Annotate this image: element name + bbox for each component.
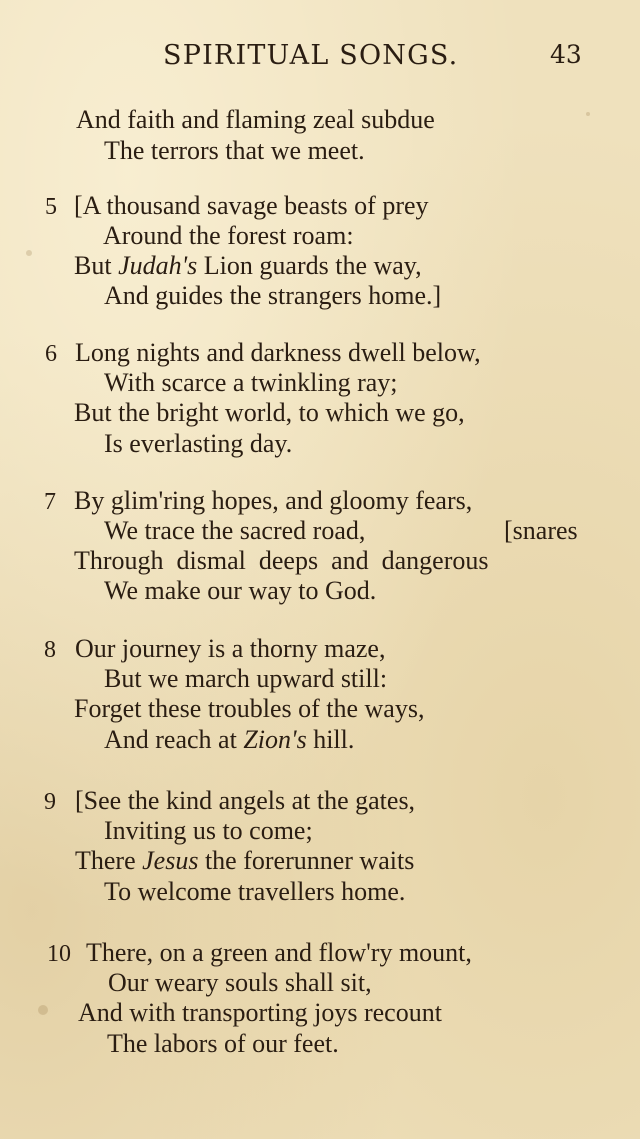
verse-line: There, on a green and flow'ry mount, <box>86 938 472 967</box>
verse-line <box>104 725 354 755</box>
verse-line: And guides the strangers home.] <box>104 281 442 310</box>
verse-line: With scarce a twinkling ray; <box>104 368 398 397</box>
verse-line: Forget these troubles of the ways, <box>74 694 425 723</box>
italic-name: Zion's <box>243 725 307 754</box>
verse-line: We make our way to God. <box>104 576 377 605</box>
verse-text: And reach at <box>104 725 244 754</box>
stanza-number: 8 <box>44 637 56 663</box>
verse-text: hill. <box>306 725 355 754</box>
verse-line: By glim'ring hopes, and gloomy fears, <box>74 486 473 515</box>
italic-name: Jesus <box>142 846 199 875</box>
verse-line: Inviting us to come; <box>104 816 313 845</box>
verse-line: Around the forest roam: <box>103 221 354 250</box>
verse-line: Is everlasting day. <box>104 429 293 458</box>
turnover-word: [snares <box>504 516 578 545</box>
verse-line: Through dismal deeps and dangerous <box>74 546 489 575</box>
stanza-number: 5 <box>45 194 57 220</box>
verse-line: To welcome travellers home. <box>104 877 406 906</box>
verse-line: The labors of our feet. <box>107 1029 339 1058</box>
running-head: SPIRITUAL SONGS. <box>163 40 459 71</box>
stanza-number: 10 <box>47 941 71 967</box>
verse-text: There <box>75 846 143 875</box>
verse-line: Our journey is a thorny maze, <box>75 634 386 663</box>
page-number: 43 <box>550 40 582 69</box>
stanza-number: 7 <box>44 489 56 515</box>
verse-line: Our weary souls shall sit, <box>108 968 372 997</box>
stanza-number: 9 <box>44 789 56 815</box>
verse-text: But <box>74 251 119 280</box>
stanza-number: 6 <box>45 341 57 367</box>
verse-text: the forerunner waits <box>198 846 415 875</box>
verse-line: And faith and flaming zeal subdue <box>76 105 435 134</box>
verse-line: The terrors that we meet. <box>104 136 365 165</box>
verse-line: And with transporting joys recount <box>78 998 442 1027</box>
verse-line <box>75 846 414 876</box>
italic-name: Judah's <box>118 251 198 280</box>
verse-text: Lion guards the way, <box>197 251 422 280</box>
verse-line: We trace the sacred road, <box>104 516 366 545</box>
verse-line: Long nights and darkness dwell below, <box>75 338 481 367</box>
verse-line: But we march upward still: <box>104 664 388 693</box>
verse-line <box>74 251 422 281</box>
verse-line: But the bright world, to which we go, <box>74 398 465 427</box>
verse-line: [A thousand savage beasts of prey <box>74 191 429 220</box>
verse-line: [See the kind angels at the gates, <box>75 786 416 815</box>
